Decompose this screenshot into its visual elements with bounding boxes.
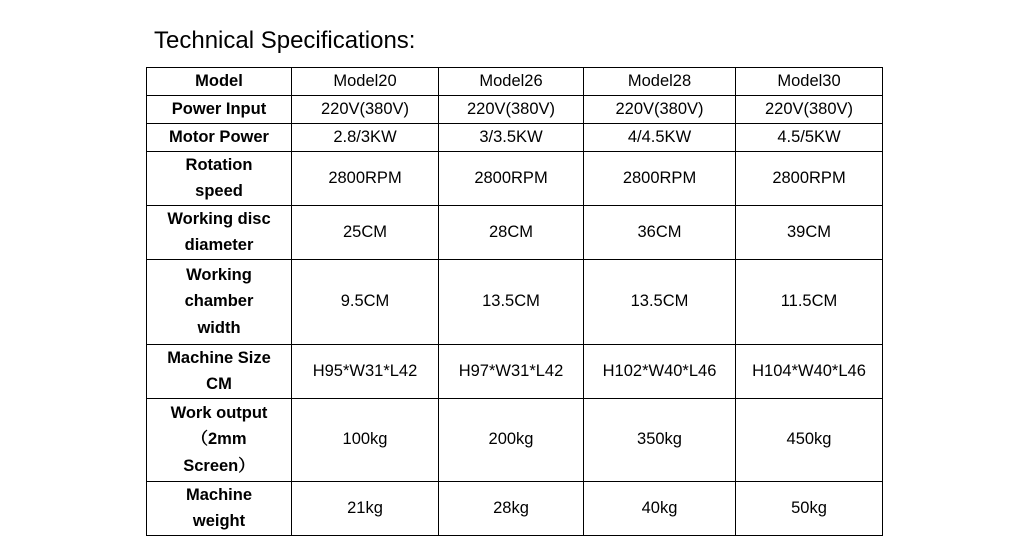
row-label-cell <box>147 123 292 151</box>
value-cell: 4/4.5KW <box>584 123 736 151</box>
value-cell: 220V(380V) <box>292 95 439 123</box>
row-label-line: Working disc <box>167 209 271 228</box>
row-label-line: （2mm <box>191 430 247 449</box>
row-label-line: Motor Power <box>169 127 269 146</box>
document-title: Technical Specifications: <box>154 27 416 54</box>
value-cell: 13.5CM <box>584 259 736 344</box>
value-cell: H95*W31*L42 <box>292 344 439 398</box>
table-row-working-chamber-width <box>147 259 883 344</box>
model-name-cell: Model20 <box>292 68 439 96</box>
specifications-table <box>146 67 883 536</box>
table-row-work-output <box>147 398 883 481</box>
value-cell: 3/3.5KW <box>439 123 584 151</box>
table-row-motor-power <box>147 123 883 151</box>
table-row-working-disc-diameter <box>147 205 883 259</box>
row-label-cell <box>147 151 292 205</box>
value-cell: 21kg <box>292 481 439 535</box>
value-cell: 9.5CM <box>292 259 439 344</box>
row-label-line: Screen） <box>183 456 255 475</box>
row-label-line: Rotation <box>185 155 253 174</box>
table-header-row <box>147 68 883 96</box>
value-cell: 2800RPM <box>584 151 736 205</box>
row-label-line: chamber <box>184 292 254 311</box>
table-row-machine-weight <box>147 481 883 535</box>
value-cell: 220V(380V) <box>736 95 883 123</box>
value-cell: 100kg <box>292 398 439 481</box>
value-cell: H104*W40*L46 <box>736 344 883 398</box>
row-label-line: diameter <box>184 236 254 254</box>
row-label-cell <box>147 481 292 535</box>
row-label-line: Working <box>186 265 252 284</box>
table-row-rotation-speed <box>147 151 883 205</box>
value-cell: 39CM <box>736 205 883 259</box>
value-cell: 200kg <box>439 398 584 481</box>
model-name-cell: Model26 <box>439 68 584 96</box>
row-label-line: Work output <box>170 403 268 422</box>
value-cell: 11.5CM <box>736 259 883 344</box>
value-cell: 2800RPM <box>736 151 883 205</box>
row-label-cell <box>147 398 292 481</box>
row-label-line: Machine Size <box>167 348 271 367</box>
value-cell: 25CM <box>292 205 439 259</box>
value-cell: H102*W40*L46 <box>584 344 736 398</box>
value-cell: 220V(380V) <box>439 95 584 123</box>
value-cell: H97*W31*L42 <box>439 344 584 398</box>
value-cell: 2800RPM <box>292 151 439 205</box>
value-cell: 2.8/3KW <box>292 123 439 151</box>
value-cell: 2800RPM <box>439 151 584 205</box>
table-row-power-input <box>147 95 883 123</box>
table-row-machine-size <box>147 344 883 398</box>
value-cell: 220V(380V) <box>584 95 736 123</box>
value-cell: 28kg <box>439 481 584 535</box>
row-label-cell <box>147 344 292 398</box>
row-label-cell <box>147 259 292 344</box>
row-label-line: Power Input <box>171 99 267 118</box>
value-cell: 50kg <box>736 481 883 535</box>
value-cell: 13.5CM <box>439 259 584 344</box>
header-label-cell: Model <box>147 68 292 96</box>
row-label-cell <box>147 205 292 259</box>
value-cell: 450kg <box>736 398 883 481</box>
row-label-line: width <box>197 318 241 337</box>
value-cell: 36CM <box>584 205 736 259</box>
value-cell: 4.5/5KW <box>736 123 883 151</box>
value-cell: 28CM <box>439 205 584 259</box>
model-name-cell: Model30 <box>736 68 883 96</box>
row-label-line: Machine <box>185 485 253 504</box>
model-name-cell: Model28 <box>584 68 736 96</box>
row-label-line: CM <box>206 375 232 393</box>
row-label-line: speed <box>195 182 243 200</box>
row-label-cell <box>147 95 292 123</box>
value-cell: 350kg <box>584 398 736 481</box>
row-label-line: weight <box>192 512 246 530</box>
value-cell: 40kg <box>584 481 736 535</box>
